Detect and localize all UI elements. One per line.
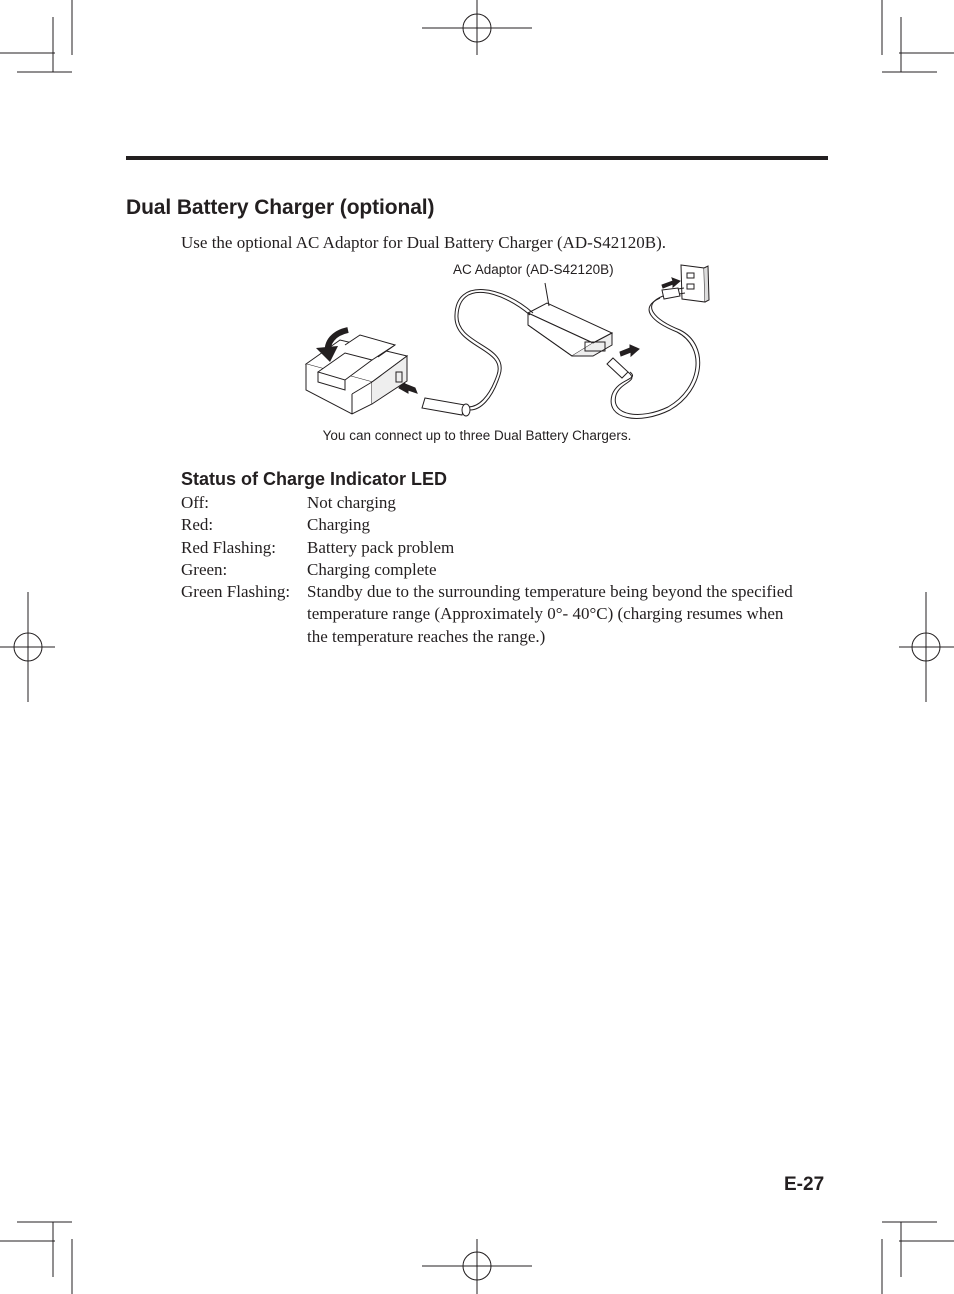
page-number: E-27: [784, 1174, 825, 1195]
registration-mark-bottom: [422, 1239, 532, 1294]
registration-mark-top: [422, 0, 532, 55]
status-key: Green:: [181, 559, 228, 579]
figure-caption-text: You can connect up to three Dual Battery Chargers.: [322, 428, 632, 443]
status-key: Red:: [181, 515, 214, 535]
status-row: [181, 581, 801, 648]
intro-text: Use the optional AC Adaptor for Dual Battery Charger (AD-S42120B).: [181, 233, 667, 252]
status-row: [181, 492, 801, 514]
status-table: [181, 492, 801, 648]
status-value: Battery pack problem: [307, 537, 455, 557]
section-title: Dual Battery Charger (optional): [126, 196, 435, 219]
wall-outlet-icon: [681, 265, 709, 302]
status-row: [181, 559, 801, 581]
status-value: Charging: [307, 515, 370, 535]
status-key: Off:: [181, 493, 210, 512]
dual-battery-charger-icon: [306, 335, 407, 414]
charger-illustration: [290, 258, 730, 428]
status-heading: Status of Charge Indicator LED: [181, 469, 448, 489]
header-rule: [126, 156, 828, 160]
ac-adaptor-label: AC Adaptor (AD-S42120B): [453, 262, 614, 277]
status-key: Green Flashing:: [181, 582, 291, 602]
registration-mark-left: [0, 592, 55, 702]
status-value: Not charging: [307, 493, 396, 512]
status-row: [181, 537, 801, 559]
ac-adaptor-icon: [528, 283, 612, 356]
status-value: Charging complete: [307, 559, 437, 579]
figure-caption: [0, 428, 954, 443]
registration-mark-right: [899, 592, 954, 702]
status-key: Red Flashing:: [181, 537, 276, 557]
status-value: Standby due to the surrounding temperature being beyond the specified temperature range (Approximately 0°- 40°C) (charging resumes when the temperature reaches the range.): [307, 582, 793, 646]
status-row: [181, 514, 801, 536]
